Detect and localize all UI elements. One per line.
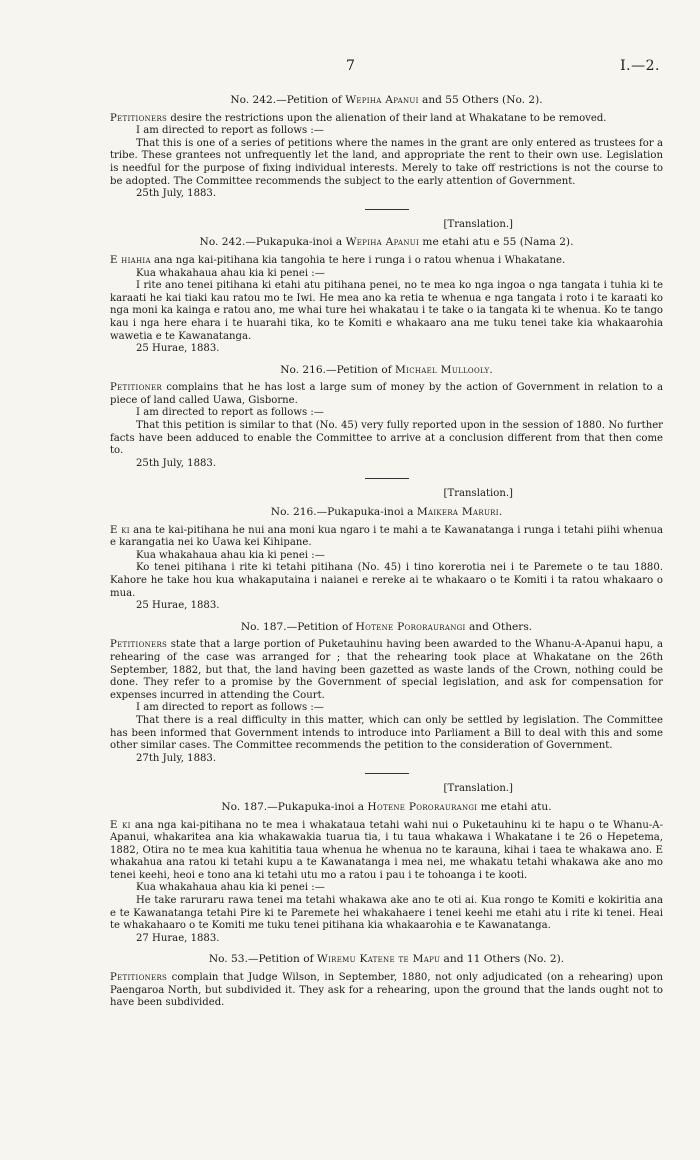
paragraph bbox=[110, 702, 663, 715]
document-body bbox=[110, 94, 663, 1010]
paragraph-lead: E hiahia bbox=[110, 254, 151, 266]
paragraph-text: ana nga kai-pitihana kia tangohia te here i runga i o ratou whenua i Whakatane. bbox=[150, 254, 566, 266]
section-divider bbox=[365, 209, 409, 210]
section-divider bbox=[365, 773, 409, 774]
paragraph bbox=[110, 972, 663, 1010]
petition-heading bbox=[110, 506, 663, 519]
heading-prefix: No. 216.—Petition of bbox=[280, 363, 396, 376]
paragraph-lead: E ki bbox=[110, 524, 130, 536]
paragraph-lead: Petitioners bbox=[110, 112, 168, 124]
paragraph bbox=[110, 125, 663, 138]
paragraph-text: complains that he has lost a large sum of money by the action of Government in relation to a piece of land called Uawa, Gisborne. bbox=[110, 382, 663, 406]
paragraph-text: That this petition is similar to that (No. 45) very fully reported upon in the session of 1880. No further facts have been adduced to enable the Committee to arrive at a conclusion different from that then come to. bbox=[110, 420, 663, 457]
paragraph-text: Kua whakahaua ahau kia ki penei :— bbox=[136, 267, 325, 279]
section-gap bbox=[110, 356, 663, 364]
paragraph-lead: Petitioners bbox=[110, 972, 168, 984]
paragraph-lead: Petitioners bbox=[110, 639, 168, 651]
paragraph bbox=[110, 382, 663, 407]
report-date: 25th July, 1883. bbox=[136, 457, 217, 469]
paragraph bbox=[110, 280, 663, 343]
report-date: 25 Hurae, 1883. bbox=[136, 343, 220, 355]
translation-label: [Translation.] bbox=[443, 783, 513, 795]
petitioner-name: Wiremu Katene te Mapu bbox=[316, 953, 441, 966]
paragraph-text: That this is one of a series of petitions where the names in the grant are only entered as trustees for a tribe. These grantees not unfrequently let the land, and appropriate the rent to their own use. Legislation is needful for the purpose of fixing individual interests. Merely to take off restrictions is not the course to be adopted. The Committee recommends the subject to the early attention of Government. bbox=[110, 137, 663, 187]
petition-section bbox=[110, 488, 663, 612]
petition-heading bbox=[110, 621, 663, 634]
petition-section bbox=[110, 621, 663, 766]
report-date: 25 Hurae, 1883. bbox=[136, 600, 220, 612]
paragraph-text: complain that Judge Wilson, in September, 1880, not only adjudicated (on a rehearing) upon Paengaroa North, but subdivided it. They ask for a rehearing, upon the ground that the lands ought not to have been subdivided. bbox=[110, 972, 663, 1009]
paragraph-text: That there is a real difficulty in this matter, which can only be settled by legislation. The Committee has been informed that Government intends to introduce into Parliament a Bill to deal with this and some other similar cases. The Committee recommends the petition to the consideration of Government. bbox=[110, 714, 663, 752]
heading-suffix: and Others. bbox=[465, 620, 533, 633]
paragraph-text: Ko tenei pitihana i rite ki tetahi pitihana (No. 45) i tino korerotia nei i te Paremete o te tau 1880. Kahore he take hou kua whakaputaina i naianei e rereke ai te whakaaro o te Komiti i ta ratou whakaaro o mua. bbox=[110, 562, 663, 599]
heading-prefix: No. 187.—Pukapuka-inoi a bbox=[221, 800, 368, 813]
document-reference: I.—2. bbox=[620, 58, 660, 74]
heading-suffix: and 55 Others (No. 2). bbox=[418, 94, 543, 106]
petitioner-name: Michael Mullooly bbox=[395, 363, 490, 376]
paragraph bbox=[110, 268, 663, 281]
petition-section bbox=[110, 219, 663, 356]
heading-prefix: No. 242.—Petition of bbox=[230, 94, 346, 106]
paragraph bbox=[110, 113, 663, 126]
petition-heading bbox=[110, 364, 663, 377]
paragraph-text: I am directed to report as follows :— bbox=[136, 125, 324, 137]
translation-label: [Translation.] bbox=[443, 218, 513, 230]
petition-section bbox=[110, 364, 663, 471]
paragraph-lead: Petitioner bbox=[110, 382, 163, 394]
paragraph bbox=[110, 820, 663, 883]
petition-section bbox=[110, 783, 663, 945]
paragraph bbox=[110, 562, 663, 600]
heading-prefix: No. 187.—Petition of bbox=[240, 620, 356, 633]
paragraph-text: I am directed to report as follows :— bbox=[136, 702, 324, 714]
heading-suffix: me etahi atu e 55 (Nama 2). bbox=[419, 236, 574, 249]
petitioner-name: Wepiha Apanui bbox=[345, 236, 420, 249]
paragraph bbox=[110, 715, 663, 753]
paragraph-text: I am directed to report as follows :— bbox=[136, 407, 324, 419]
section-divider bbox=[365, 478, 409, 479]
paragraph-text: ana nga kai-pitihana no te mea i whakataua tetahi wahi nui o Puketauhinu ki te hapu o te Whanu-A-Apanui, whakaritea ana kia whakawakia tuarua tia, i tu taua whakawa i Whakatane i te 26 o Hepetema, 1882, Otira no te mea kua kahititia taua whenua he whenua no te karauna, kihai i taea te whakawa ano. E whakahua ana ratou ki tetahi kupu a te Kawanatanga i mea nei, me whakatu tetahi whakawa ake ano mo tenei keehi, heoi e tono ana ki tetahi utu mo a ratou i pau i te tohoanga i te kooti. bbox=[110, 819, 663, 881]
paragraph bbox=[110, 895, 663, 933]
paragraph-lead: E ki bbox=[110, 819, 131, 831]
heading-suffix: . bbox=[498, 506, 503, 519]
petitioner-name: Maikera Maruri bbox=[416, 506, 499, 519]
petition-heading bbox=[110, 94, 663, 107]
paragraph-text: Kua whakahaua ahau kia ki penei :— bbox=[136, 882, 325, 894]
paragraph-text: Kua whakahaua ahau kia ki penei :— bbox=[136, 549, 325, 561]
report-date: 25th July, 1883. bbox=[136, 188, 217, 200]
petitioner-name: Hotene Pororaurangi bbox=[367, 800, 478, 813]
paragraph-text: I rite ano tenei pitihana ki etahi atu pitihana penei, no te mea ko nga ingoa o nga tangata i tuhia ki te karaati he kai tiaki kau ratou mo te Iwi. He mea ano ka retia te whenua e nga tangata i roto i te karaati ko nga moni ka kainga e ratou ano, me whai ture hei whakatau i te take o ia tangata ki te whenua. Ko te tango kau i nga here ehara i te huarahi tika, ko te Komiti e whakaaro ana me tuku tenei take kia whakaarohia wawetia e te Kawanatanga. bbox=[110, 280, 663, 342]
petitioner-name: Hotene Pororaurangi bbox=[355, 620, 466, 633]
petitioner-name: Wepiha Apanui bbox=[345, 94, 419, 106]
paragraph-text: He take raruraru rawa tenei ma tetahi whakawa ake ano te oti ai. Kua rongo te Komiti e kokiritia ana e te Kawanatanga tetahi Pire ki te Paremete hei whakahaere i tenei keehi me etahi atu i rite ki tenei. Heai te whakahaaro o te Komiti me tuku tenei pitihana kia whakaarohia e te Kawanatanga. bbox=[110, 895, 663, 932]
paragraph bbox=[110, 407, 663, 420]
petition-heading bbox=[110, 236, 663, 249]
translation-label: [Translation.] bbox=[443, 488, 513, 500]
petition-section bbox=[110, 953, 663, 1009]
petition-heading bbox=[110, 801, 663, 814]
heading-prefix: No. 216.—Pukapuka-inoi a bbox=[270, 506, 417, 519]
heading-suffix: . bbox=[489, 363, 493, 376]
paragraph-text: state that a large portion of Puketauhinu having been awarded to the Whanu-A-Apanui hapu, a rehearing of the case was arranged for ; that the rehearing took place at Whakatane on the 26th September, 1882, but that, the land having been gazetted as waste lands of the Crown, nothing could be done. They refer to a promise by the Government of special legislation, and ask for compensation for expenses incurred in attending the Court. bbox=[110, 639, 663, 701]
heading-suffix: and 11 Others (No. 2). bbox=[440, 953, 565, 966]
section-gap bbox=[110, 945, 663, 953]
page-number: 7 bbox=[346, 58, 355, 74]
paragraph bbox=[110, 255, 663, 268]
paragraph bbox=[110, 525, 663, 550]
paragraph bbox=[110, 882, 663, 895]
paragraph bbox=[110, 420, 663, 458]
heading-prefix: No. 242.—Pukapuka-inoi a bbox=[199, 236, 346, 249]
heading-prefix: No. 53.—Petition of bbox=[208, 953, 317, 966]
paragraph bbox=[110, 550, 663, 563]
report-date: 27th July, 1883. bbox=[136, 752, 217, 764]
paragraph-text: desire the restrictions upon the alienation of their land at Whakatane to be removed. bbox=[167, 112, 607, 124]
paragraph bbox=[110, 138, 663, 188]
petition-heading bbox=[110, 953, 663, 966]
report-date: 27 Hurae, 1883. bbox=[136, 932, 220, 944]
paragraph bbox=[110, 639, 663, 702]
petition-section bbox=[110, 94, 663, 201]
heading-suffix: me etahi atu. bbox=[477, 800, 552, 813]
section-gap bbox=[110, 613, 663, 621]
paragraph-text: ana te kai-pitihana he nui ana moni kua ngaro i te mahi a te Kawanatanga i runga i tetahi piihi whenua e karangatia nei ko Uawa kei Kihipane. bbox=[110, 524, 663, 549]
